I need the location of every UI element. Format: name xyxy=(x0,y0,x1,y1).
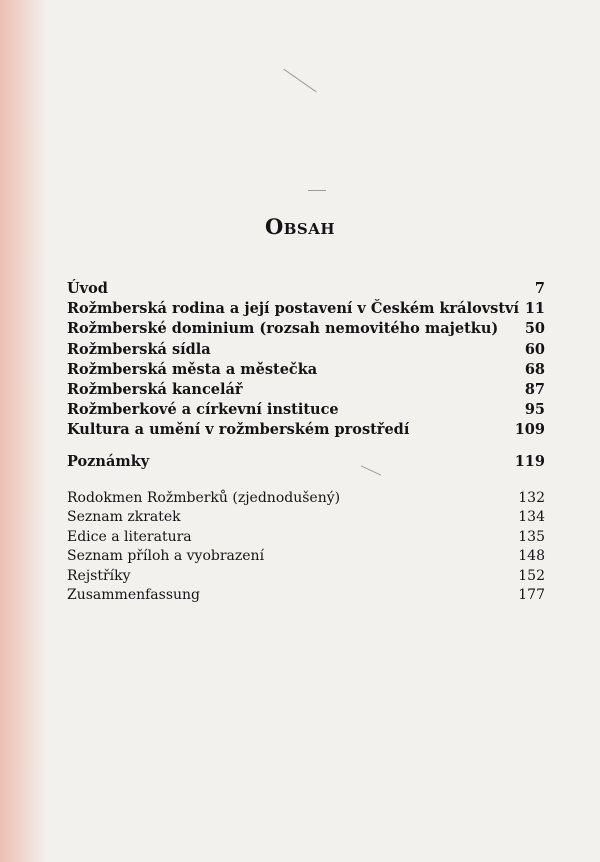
toc-entry[interactable] xyxy=(67,421,545,441)
toc-entry[interactable] xyxy=(67,341,545,361)
toc-appendix-list xyxy=(67,490,545,606)
toc-entry[interactable] xyxy=(67,401,545,421)
entry-title: Rožmberská kancelář xyxy=(67,380,243,398)
entry-title: Rožmberská rodina a její postavení v Českém království xyxy=(67,300,519,318)
entry-title: Rejstříky xyxy=(67,567,131,584)
entry-page: 68 xyxy=(524,360,545,378)
entry-title: Úvod xyxy=(67,280,108,297)
toc-entry[interactable] xyxy=(67,280,545,300)
toc-entry[interactable] xyxy=(67,529,545,548)
entry-page: 95 xyxy=(524,401,545,419)
entry-page: 132 xyxy=(518,490,545,506)
toc-entry[interactable] xyxy=(67,490,545,509)
entry-page: 135 xyxy=(518,528,545,545)
entry-page: 148 xyxy=(518,548,545,565)
entry-title: Rožmberkové a církevní instituce xyxy=(67,401,339,419)
scratch-mark xyxy=(308,190,326,191)
entry-page: 11 xyxy=(524,300,545,318)
toc-entry[interactable] xyxy=(67,453,545,470)
toc-entry[interactable] xyxy=(67,587,545,606)
page-edge-tint xyxy=(0,0,48,862)
toc-entry[interactable] xyxy=(67,568,545,587)
entry-title: Seznam příloh a vyobrazení xyxy=(67,548,265,565)
page-title: Obsah xyxy=(264,214,336,239)
scratch-mark xyxy=(283,69,316,93)
entry-title: Rožmberská města a městečka xyxy=(67,360,318,378)
entry-page: 152 xyxy=(518,567,545,584)
entry-title: Seznam zkratek xyxy=(67,509,181,526)
toc-notes xyxy=(67,453,545,470)
toc-entry[interactable] xyxy=(67,300,545,320)
entry-page: 134 xyxy=(518,509,545,526)
entry-title: Rožmberská sídla xyxy=(67,340,211,358)
entry-title: Kultura a umění v rožmberském prostředí xyxy=(67,421,410,439)
entry-title: Rodokmen Rožmberků (zjednodušený) xyxy=(67,490,341,506)
entry-title: Zusammenfassung xyxy=(67,586,201,603)
entry-title: Rožmberské dominium (rozsah nemovitého majetku) xyxy=(67,320,499,338)
entry-page: 87 xyxy=(524,380,545,398)
toc-entry[interactable] xyxy=(67,361,545,381)
entry-page: 60 xyxy=(524,340,545,358)
entry-page: 7 xyxy=(534,280,545,297)
entry-title: Edice a literatura xyxy=(67,528,192,545)
toc-entry[interactable] xyxy=(67,548,545,567)
entry-page: 119 xyxy=(514,453,545,470)
toc-entry[interactable] xyxy=(67,381,545,401)
entry-page: 177 xyxy=(518,586,545,603)
entry-page: 50 xyxy=(524,320,545,338)
entry-title: Poznámky xyxy=(67,453,150,470)
toc-entry[interactable] xyxy=(67,320,545,340)
toc-main-list xyxy=(67,280,545,442)
entry-page: 109 xyxy=(514,421,545,439)
toc-entry[interactable] xyxy=(67,509,545,528)
